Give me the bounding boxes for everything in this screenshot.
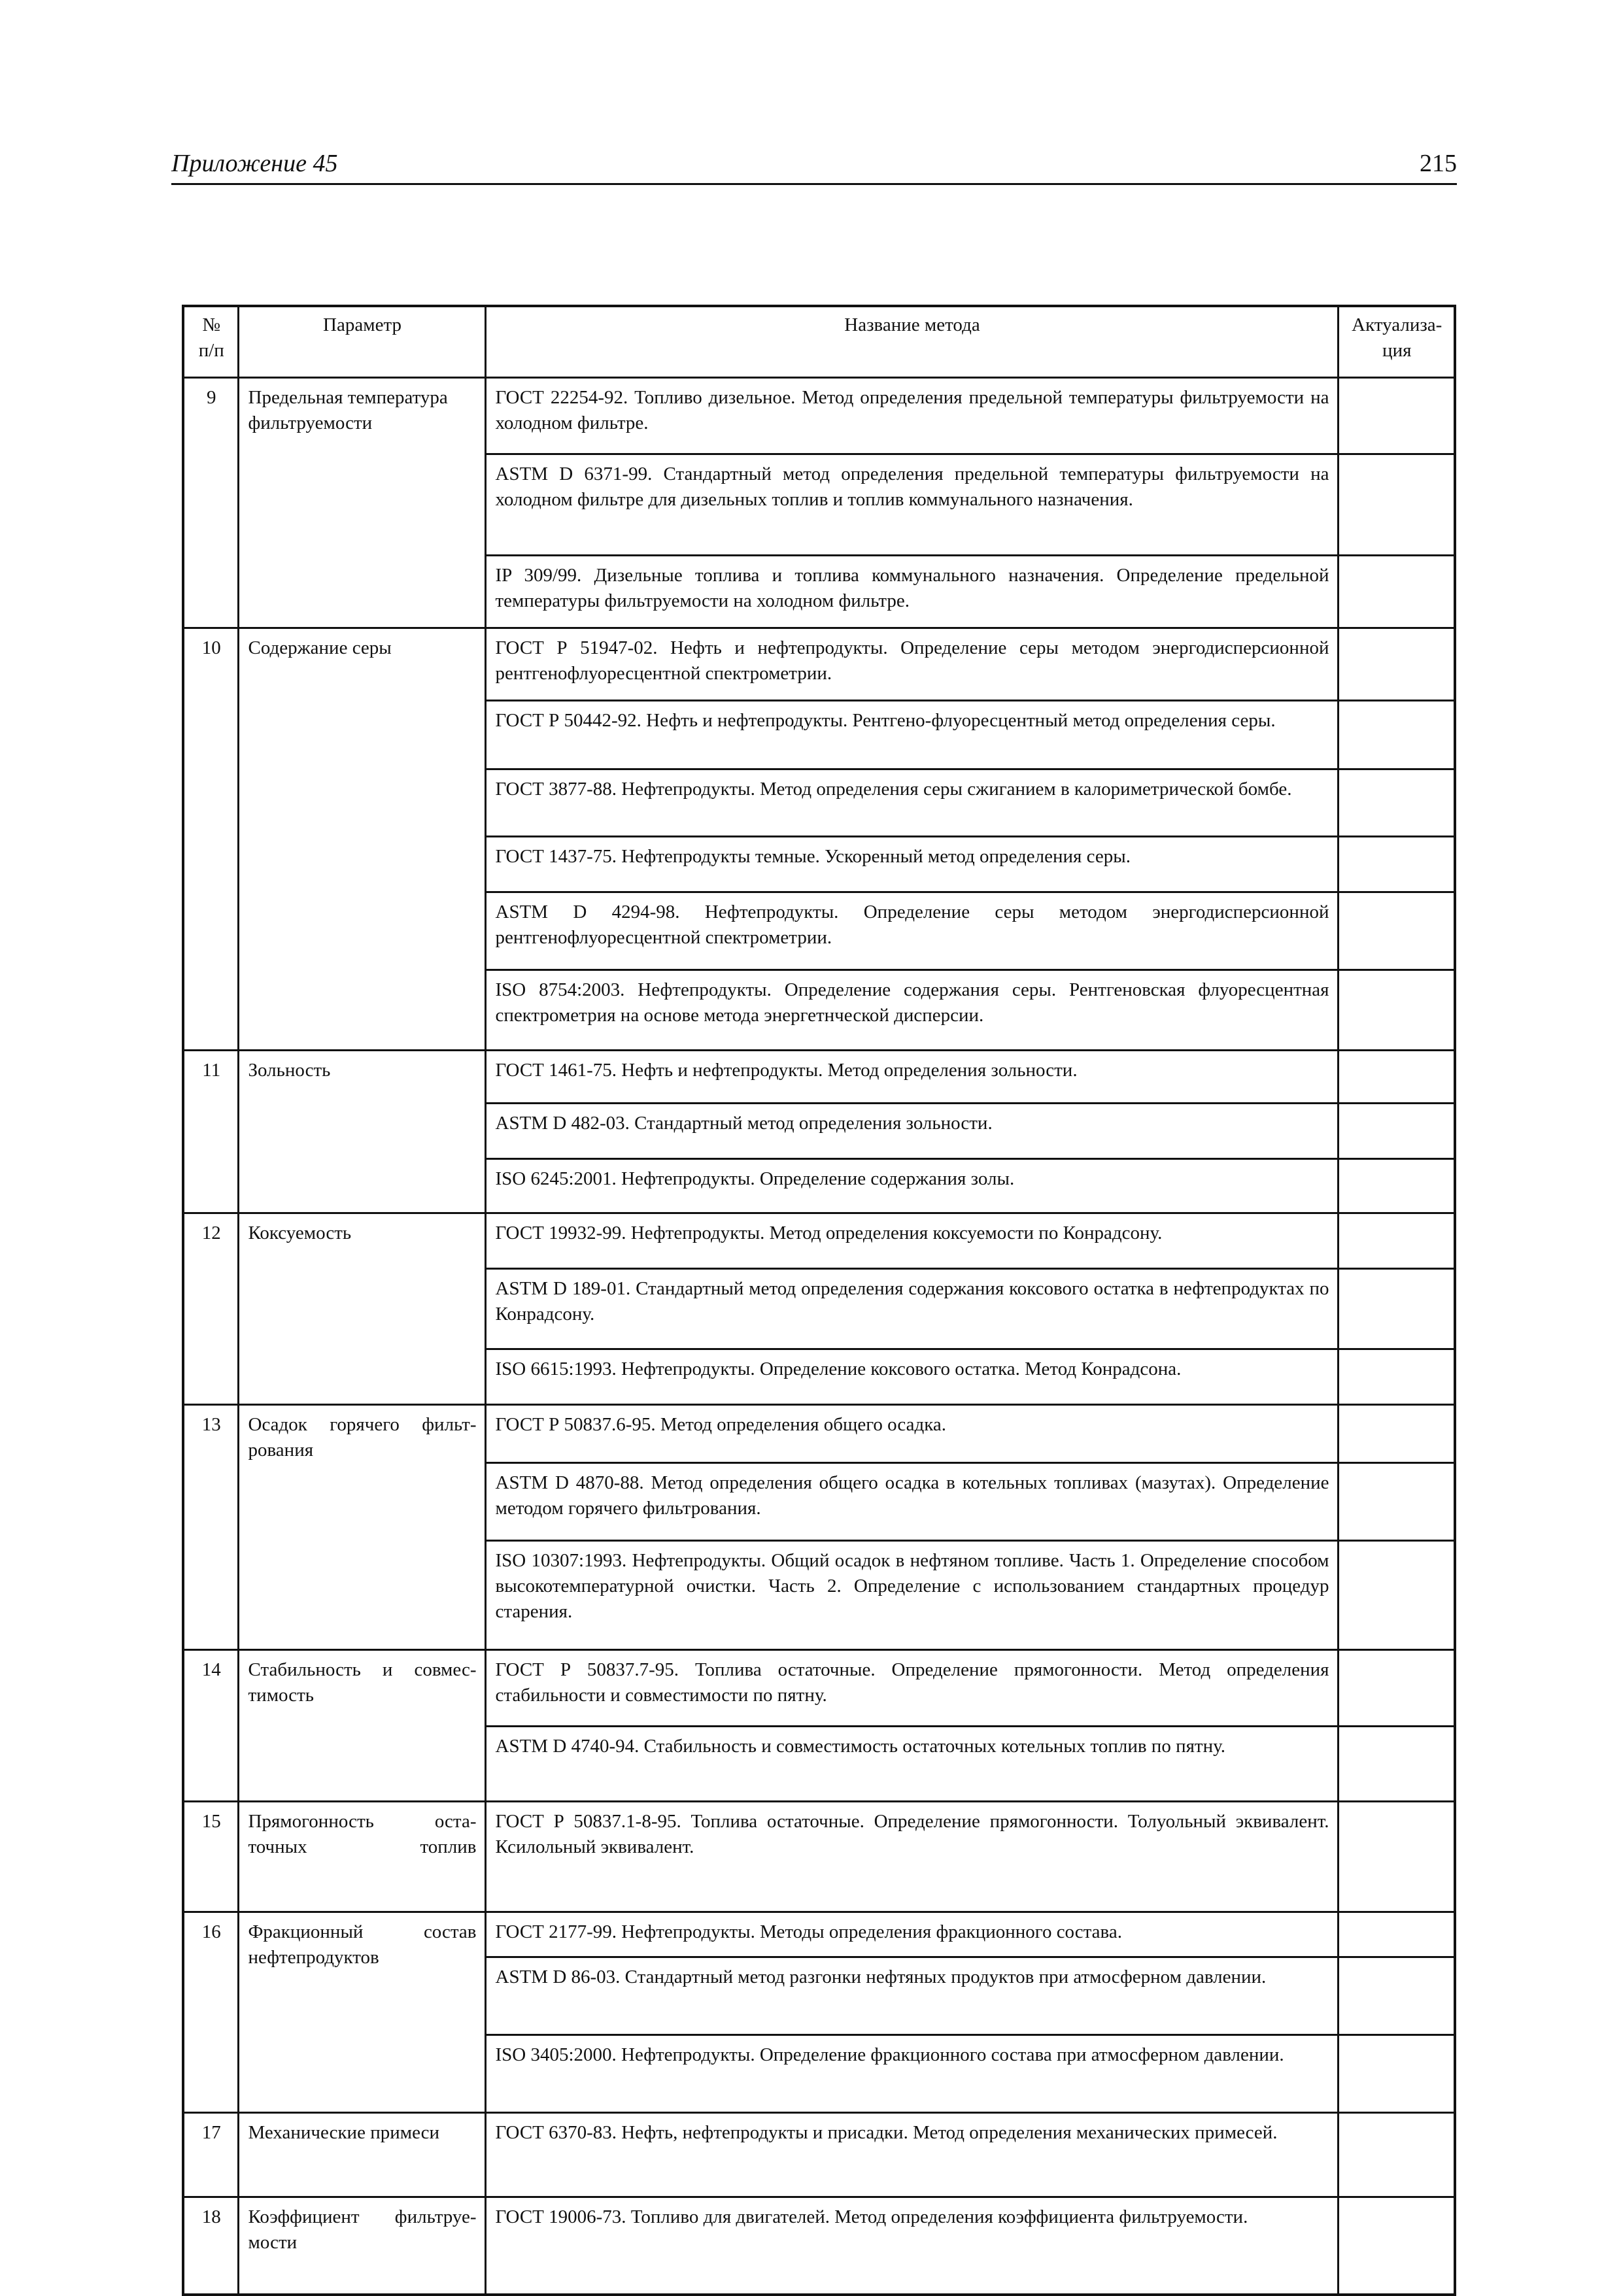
- update-cell: [1338, 1541, 1455, 1650]
- column-header-method: Название метода: [485, 306, 1338, 378]
- table-row: [183, 628, 1455, 701]
- method-cell: ГОСТ Р 50837.1-8-95. Топлива остаточные. Определение прямогонности. Толуольный эквивалент. Ксилольный эквивалент.: [485, 1802, 1338, 1912]
- method-cell: ГОСТ Р 50837.7-95. Топлива остаточные. Определение прямогонности. Метод определения стабильности и совместимости по пятну.: [485, 1650, 1338, 1727]
- row-number: 13: [183, 1405, 238, 1650]
- method-cell: ГОСТ Р 50442-92. Нефть и нефтепродукты. Рентгено-флуоресцентный метод определения серы.: [485, 701, 1338, 769]
- method-cell: ГОСТ 19006-73. Топливо для двигателей. Метод определения коэффициента фильтруемости.: [485, 2197, 1338, 2295]
- table-row: [183, 1650, 1455, 1727]
- parameter-cell: Прямогонность оста-точных топлив: [238, 1802, 485, 1912]
- update-cell: [1338, 1349, 1455, 1405]
- update-cell: [1338, 556, 1455, 628]
- update-cell: [1338, 628, 1455, 701]
- method-cell: ASTM D 4740-94. Стабильность и совместимость остаточных котельных топлив по пятну.: [485, 1727, 1338, 1802]
- method-cell: ISO 6245:2001. Нефтепродукты. Определение содержания золы.: [485, 1159, 1338, 1213]
- row-number: 15: [183, 1802, 238, 1912]
- column-header-number: № п/п: [183, 306, 238, 378]
- update-cell: [1338, 2113, 1455, 2197]
- update-cell: [1338, 378, 1455, 454]
- table-body: [183, 378, 1455, 2295]
- table-row: [183, 1213, 1455, 1269]
- method-cell: ASTM D 189-01. Стандартный метод определения содержания коксового остатка в нефтепродуктах по Конрадсону.: [485, 1269, 1338, 1349]
- parameter-cell: Осадок горячего фильт-рования: [238, 1405, 485, 1650]
- parameter-cell: Механические примеси: [238, 2113, 485, 2197]
- parameter-cell: Стабильность и совмес-тимость: [238, 1650, 485, 1802]
- method-cell: ISO 3405:2000. Нефтепродукты. Определение фракционного состава при атмосферном давлении.: [485, 2035, 1338, 2113]
- update-cell: [1338, 1159, 1455, 1213]
- table-row: [183, 2197, 1455, 2295]
- method-cell: ASTM D 482-03. Стандартный метод определения зольности.: [485, 1104, 1338, 1159]
- update-cell: [1338, 970, 1455, 1051]
- update-cell: [1338, 1269, 1455, 1349]
- column-header-parameter: Параметр: [238, 306, 485, 378]
- update-cell: [1338, 1727, 1455, 1802]
- parameter-cell: Зольность: [238, 1051, 485, 1213]
- parameter-cell: Коксуемость: [238, 1213, 485, 1405]
- method-cell: ASTM D 86-03. Стандартный метод разгонки нефтяных продуктов при атмосферном давлении.: [485, 1957, 1338, 2035]
- parameter-cell: Содержание серы: [238, 628, 485, 1051]
- method-cell: ГОСТ Р 51947-02. Нефть и нефтепродукты. Определение серы методом энергодисперсионной рентгенофлуоресцентной спектрометрии.: [485, 628, 1338, 701]
- method-cell: ISO 8754:2003. Нефтепродукты. Определение содержания серы. Рентгеновская флуоресцентная спектрометрия на основе метода энергетнческой дисперсии.: [485, 970, 1338, 1051]
- row-number: 14: [183, 1650, 238, 1802]
- method-cell: ГОСТ 1461-75. Нефть и нефтепродукты. Метод определения зольности.: [485, 1051, 1338, 1104]
- update-cell: [1338, 1957, 1455, 2035]
- update-cell: [1338, 1213, 1455, 1269]
- update-cell: [1338, 1104, 1455, 1159]
- update-cell: [1338, 1463, 1455, 1541]
- update-cell: [1338, 1802, 1455, 1912]
- method-cell: ASTM D 6371-99. Стандартный метод определения предельной температуры фильтруемости на холодном фильтре для дизельных топлив и топлив коммунального назначения.: [485, 454, 1338, 556]
- column-header-update: Актуализа-ция: [1338, 306, 1455, 378]
- method-cell: ISO 6615:1993. Нефтепродукты. Определение коксового остатка. Метод Конрадсона.: [485, 1349, 1338, 1405]
- row-number: 12: [183, 1213, 238, 1405]
- update-cell: [1338, 769, 1455, 837]
- update-cell: [1338, 837, 1455, 892]
- method-cell: ГОСТ 19932-99. Нефтепродукты. Метод определения коксуемости по Конрадсону.: [485, 1213, 1338, 1269]
- table-row: [183, 1405, 1455, 1463]
- parameter-cell: Предельная температура фильтруемости: [238, 378, 485, 628]
- table-row: [183, 2113, 1455, 2197]
- update-cell: [1338, 2197, 1455, 2295]
- method-cell: ГОСТ 6370-83. Нефть, нефтепродукты и присадки. Метод определения механических примесей.: [485, 2113, 1338, 2197]
- method-cell: ГОСТ Р 50837.6-95. Метод определения общего осадка.: [485, 1405, 1338, 1463]
- page-header: [171, 145, 1457, 185]
- row-number: 11: [183, 1051, 238, 1213]
- table-row: [183, 1912, 1455, 1957]
- table-row: [183, 1802, 1455, 1912]
- row-number: 18: [183, 2197, 238, 2295]
- table-row: [183, 378, 1455, 454]
- method-cell: ASTM D 4870-88. Метод определения общего осадка в котельных топливах (мазутах). Определение методом горячего фильтрования.: [485, 1463, 1338, 1541]
- method-cell: ГОСТ 3877-88. Нефтепродукты. Метод определения серы сжиганием в калориметрической бомбе.: [485, 769, 1338, 837]
- update-cell: [1338, 701, 1455, 769]
- methods-table: [182, 305, 1456, 2296]
- row-number: 16: [183, 1912, 238, 2113]
- update-cell: [1338, 892, 1455, 970]
- update-cell: [1338, 454, 1455, 556]
- row-number: 9: [183, 378, 238, 628]
- method-cell: ГОСТ 1437-75. Нефтепродукты темные. Ускоренный метод определения серы.: [485, 837, 1338, 892]
- update-cell: [1338, 1912, 1455, 1957]
- page-number: 215: [1420, 150, 1457, 177]
- update-cell: [1338, 1051, 1455, 1104]
- method-cell: ГОСТ 22254-92. Топливо дизельное. Метод определения предельной температуры фильтруемости на холодном фильтре.: [485, 378, 1338, 454]
- appendix-title: Приложение 45: [171, 150, 338, 177]
- parameter-cell: Коэффициент фильтруе-мости: [238, 2197, 485, 2295]
- row-number: 17: [183, 2113, 238, 2197]
- update-cell: [1338, 2035, 1455, 2113]
- update-cell: [1338, 1405, 1455, 1463]
- method-cell: ГОСТ 2177-99. Нефтепродукты. Методы определения фракционного состава.: [485, 1912, 1338, 1957]
- method-cell: IP 309/99. Дизельные топлива и топлива коммунального назначения. Определение предельной температуры фильтруемости на холодном фильтре.: [485, 556, 1338, 628]
- update-cell: [1338, 1650, 1455, 1727]
- method-cell: ASTM D 4294-98. Нефтепродукты. Определение серы методом энергодисперсионной рентгенофлуоресцентной спектрометрии.: [485, 892, 1338, 970]
- table-row: [183, 1051, 1455, 1104]
- method-cell: ISO 10307:1993. Нефтепродукты. Общий осадок в нефтяном топливе. Часть 1. Определение способом высокотемпературной очистки. Часть 2. Определение с использованием стандартных процедур старения.: [485, 1541, 1338, 1650]
- parameter-cell: Фракционный состав нефтепродуктов: [238, 1912, 485, 2113]
- row-number: 10: [183, 628, 238, 1051]
- table-header-row: [183, 306, 1455, 378]
